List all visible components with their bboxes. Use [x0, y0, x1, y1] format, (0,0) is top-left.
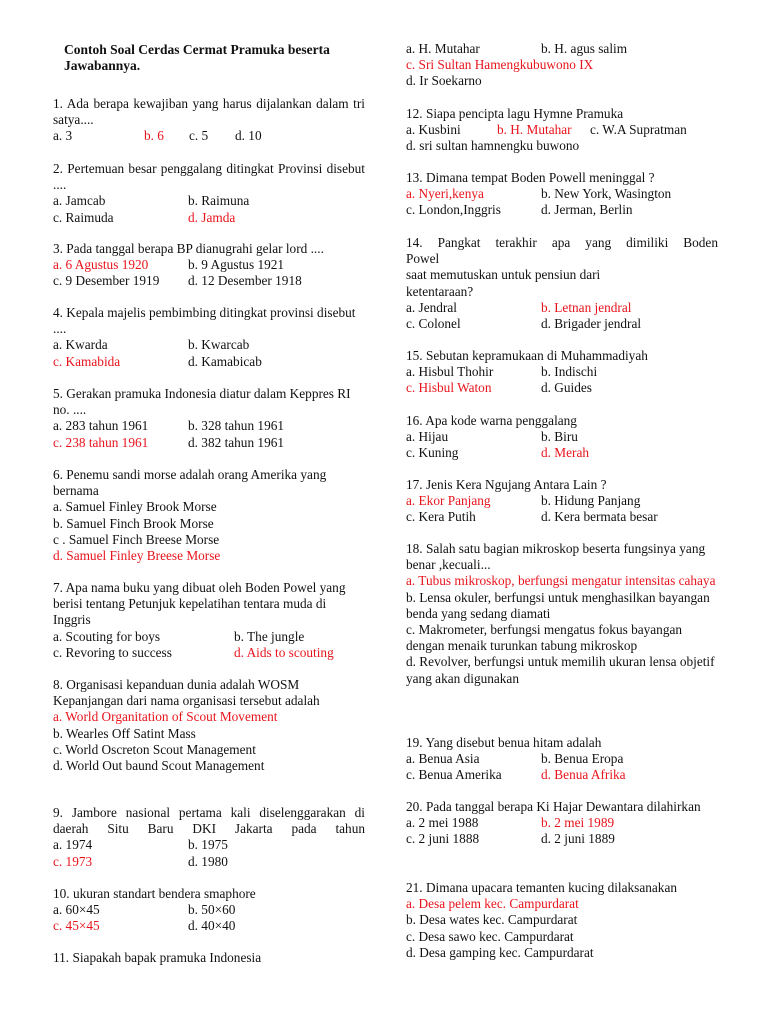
option-d: d. 40×40 [188, 918, 236, 934]
question-19 [406, 735, 718, 784]
option-d: d. Kera bermata besar [541, 509, 658, 525]
question-text: 20. Pada tanggal berapa Ki Hajar Dewantara dilahirkan [406, 799, 701, 814]
option-b: b. Wearles Off Satint Mass [53, 725, 196, 741]
option-d: d. Ir Soekarno [406, 73, 482, 89]
question-14 [406, 235, 718, 332]
option-a: a. 1974 [53, 837, 93, 853]
options-row [53, 354, 365, 370]
question-text: 7. Apa nama buku yang dibuat oleh Boden Powel yang berisi tentang Petunjuk kepelatihan tentara muda di Inggris [53, 580, 346, 628]
option-d: d. 12 Desember 1918 [188, 273, 302, 289]
question-11-options [406, 41, 718, 90]
option-a-correct: a. Nyeri,kenya [406, 186, 484, 202]
question-16 [406, 413, 718, 462]
question-text: 4. Kepala majelis pembimbing ditingkat provinsi disebut .... [53, 305, 356, 337]
options-row [53, 854, 365, 870]
option-b: b. Hidung Panjang [541, 493, 641, 509]
options-row [53, 837, 365, 853]
option-a-correct: a. 6 Agustus 1920 [53, 257, 149, 273]
question-text: 3. Pada tanggal berapa BP dianugrahi gelar lord .... [53, 241, 324, 256]
option-a: a. 3 [53, 128, 73, 144]
question-text: 21. Dimana upacara temanten kucing dilaksanakan [406, 880, 678, 895]
option-d: d. Revolver, berfungsi untuk memilih ukuran lensa objetif yang akan digunakan [406, 654, 715, 686]
option-a-correct: a. Ekor Panjang [406, 493, 491, 509]
options-row [53, 918, 365, 934]
question-text: 10. ukuran standart bendera smaphore [53, 886, 256, 901]
option-c: c. Kuning [406, 445, 459, 461]
options-row [406, 122, 718, 138]
option-b: b. Desa wates kec. Campurdarat [406, 912, 578, 928]
question-9 [53, 805, 365, 870]
option-b: b. 9 Agustus 1921 [188, 257, 285, 273]
options-row [406, 300, 718, 316]
option-b-correct: b. 6 [144, 128, 164, 144]
option-d: d. Brigader jendral [541, 316, 642, 331]
options-row [53, 337, 365, 353]
option-c-correct: c. Kamabida [53, 353, 121, 369]
option-d: d. 382 tahun 1961 [188, 434, 285, 450]
options-row [406, 767, 718, 783]
option-b: b. Benua Eropa [541, 751, 624, 767]
options-row [406, 364, 718, 380]
option-c: c. Revoring to success [53, 644, 172, 660]
option-c-correct: c. 238 tahun 1961 [53, 434, 149, 450]
option-d: d. sri sultan hamnengku buwono [406, 138, 580, 154]
option-c: c . Samuel Finch Breese Morse [53, 531, 220, 547]
question-18 [406, 541, 718, 687]
options-row [406, 751, 718, 767]
option-d-correct: d. Jamda [188, 209, 236, 225]
option-a: a. 2 mei 1988 [406, 815, 479, 831]
question-text: 1. Ada berapa kewajiban yang harus dijalankan dalam tri satya.... [53, 96, 365, 128]
question-text: 17. Jenis Kera Ngujang Antara Lain ? [406, 477, 607, 492]
option-d-correct: d. Samuel Finley Breese Morse [53, 548, 221, 564]
options-row [53, 273, 365, 289]
option-a: a. Kwarda [53, 337, 108, 353]
options-row [406, 815, 718, 831]
option-c: c. 2 juni 1888 [406, 831, 480, 847]
question-text: 2. Pertemuan besar penggalang ditingkat Provinsi disebut .... [53, 161, 365, 193]
option-b: b. Indischi [541, 364, 598, 380]
option-a: a. Benua Asia [406, 751, 480, 767]
question-text: 9. Jambore nasional pertama kali diselenggarakan di daerah Situ Baru DKI Jakarta pada tahun [53, 805, 365, 837]
option-b: b. New York, Wasington [541, 186, 672, 202]
question-10 [53, 886, 365, 935]
question-2 [53, 161, 365, 226]
option-a-correct: a. World Organitation of Scout Movement [53, 709, 278, 725]
option-d: d. Jerman, Berlin [541, 202, 633, 218]
option-b-correct: b. Letnan jendral [541, 299, 632, 315]
question-17 [406, 477, 718, 526]
options-row [406, 41, 718, 57]
option-c: c. London,Inggris [406, 202, 501, 218]
question-1 [53, 96, 365, 145]
doc-title: Contoh Soal Cerdas Cermat Pramuka beserta Jawabannya. [64, 42, 330, 73]
option-c: c. Kera Putih [406, 509, 476, 525]
options-row [53, 435, 365, 451]
option-b: b. Lensa okuler, berfungsi untuk menghasilkan bayangan benda yang sedang diamati [406, 589, 710, 621]
option-a: a. Kusbini [406, 122, 461, 138]
option-a: a. 60×45 [53, 902, 100, 918]
option-b: b. H. agus salim [541, 41, 628, 56]
option-c-correct: c. 45×45 [53, 918, 100, 934]
option-c-correct: c. Hisbul Waton [406, 380, 492, 396]
question-6 [53, 467, 365, 564]
option-d: d. Guides [541, 380, 592, 396]
question-text-line2: Powel [406, 251, 440, 267]
question-8 [53, 677, 365, 774]
question-3 [53, 241, 365, 290]
option-b: b. Samuel Finch Brook Morse [53, 515, 214, 531]
option-c: c. 5 [189, 128, 209, 144]
option-c-correct: c. Sri Sultan Hamengkubuwono IX [406, 57, 594, 73]
options-row [53, 210, 365, 226]
options-row [406, 202, 718, 218]
option-a: a. Jendral [406, 299, 457, 315]
question-text: 15. Sebutan kepramukaan di Muhammadiyah [406, 348, 648, 363]
question-4 [53, 305, 365, 370]
option-d-correct: d. Aids to scouting [234, 644, 334, 660]
question-text: 16. Apa kode warna penggalang [406, 413, 577, 428]
option-b: b. 328 tahun 1961 [188, 418, 285, 434]
options-row [53, 128, 365, 144]
option-c: c. Colonel [406, 316, 461, 331]
option-c: c. Makrometer, berfungsi mengatus fokus bayangan dengan menaik turunkan tabung mikroskop [406, 622, 683, 654]
question-13 [406, 170, 718, 219]
options-row [406, 831, 718, 847]
question-text: 8. Organisasi kepanduan dunia adalah WOSM Kepanjangan dari nama organisasi tersebut adalah [53, 677, 320, 709]
options-row [406, 380, 718, 396]
question-text: 6. Penemu sandi morse adalah orang Amerika yang bernama [53, 467, 327, 499]
question-text: 5. Gerakan pramuka Indonesia diatur dalam Keppres RI no. .... [53, 386, 351, 418]
option-b: b. Raimuna [188, 193, 250, 209]
option-d: d. World Out baund Scout Management [53, 758, 265, 774]
option-d: d. 1980 [188, 853, 228, 869]
option-a-correct: a. Tubus mikroskop, berfungsi mengatur intensitas cahaya [406, 573, 716, 589]
question-text: 12. Siapa pencipta lagu Hymne Pramuka [406, 106, 624, 121]
question-5 [53, 386, 365, 451]
options-row [53, 645, 365, 661]
option-c: c. W.A Supratman [590, 122, 687, 138]
option-c: c. Raimuda [53, 209, 114, 225]
options-row [53, 418, 365, 434]
options-row [406, 445, 718, 461]
option-a: a. Samuel Finley Brook Morse [53, 499, 217, 515]
option-a: a. Scouting for boys [53, 628, 161, 644]
options-row [53, 629, 365, 645]
option-b: b. The jungle [234, 628, 305, 644]
options-row [406, 429, 718, 445]
options-row [406, 509, 718, 525]
option-d: d. 10 [235, 128, 262, 144]
question-15 [406, 348, 718, 397]
option-c: c. World Oscreton Scout Management [53, 741, 256, 757]
question-text: 11. Siapakah bapak pramuka Indonesia [53, 950, 262, 965]
options-row [406, 316, 718, 332]
options-row [53, 257, 365, 273]
option-d: d. 2 juni 1889 [541, 831, 615, 847]
option-d-correct: d. Merah [541, 445, 589, 461]
option-a: a. Jamcab [53, 193, 106, 209]
question-text: 13. Dimana tempat Boden Powell meninggal ? [406, 170, 655, 185]
question-text-line3: saat memutuskan untuk pensiun dari [406, 267, 601, 283]
options-row [406, 493, 718, 509]
option-a: a. 283 tahun 1961 [53, 418, 149, 434]
question-12 [406, 106, 718, 155]
option-a-correct: a. Desa pelem kec. Campurdarat [406, 896, 579, 912]
options-row [53, 902, 365, 918]
question-21 [406, 880, 718, 961]
option-d: d. Desa gamping kec. Campurdarat [406, 944, 594, 960]
question-text-line1: 14. Pangkat terakhir apa yang dimiliki Boden [406, 235, 718, 250]
option-b: b. 50×60 [188, 902, 236, 918]
option-b: b. 1975 [188, 837, 228, 853]
option-d-correct: d. Benua Afrika [541, 767, 626, 783]
option-d: d. Kamabicab [188, 353, 262, 369]
question-text: 19. Yang disebut benua hitam adalah [406, 735, 602, 750]
option-b-correct: b. H. Mutahar [497, 122, 572, 138]
option-b: b. Kwarcab [188, 337, 250, 353]
option-c: c. Benua Amerika [406, 767, 502, 783]
option-c: c. Desa sawo kec. Campurdarat [406, 928, 574, 944]
question-text: 18. Salah satu bagian mikroskop beserta fungsinya yang benar ,kecuali... [406, 541, 706, 573]
option-a: a. Hijau [406, 429, 449, 445]
question-11 [53, 950, 365, 966]
option-a: a. H. Mutahar [406, 41, 480, 56]
option-c: c. 9 Desember 1919 [53, 273, 160, 289]
options-row [406, 186, 718, 202]
option-c-correct: c. 1973 [53, 853, 93, 869]
question-text-line4: ketentaraan? [406, 283, 474, 299]
question-7 [53, 580, 365, 661]
options-row [53, 193, 365, 209]
option-a: a. Hisbul Thohir [406, 364, 494, 380]
question-20 [406, 799, 718, 848]
option-b: b. Biru [541, 429, 578, 445]
option-b-correct: b. 2 mei 1989 [541, 815, 615, 831]
